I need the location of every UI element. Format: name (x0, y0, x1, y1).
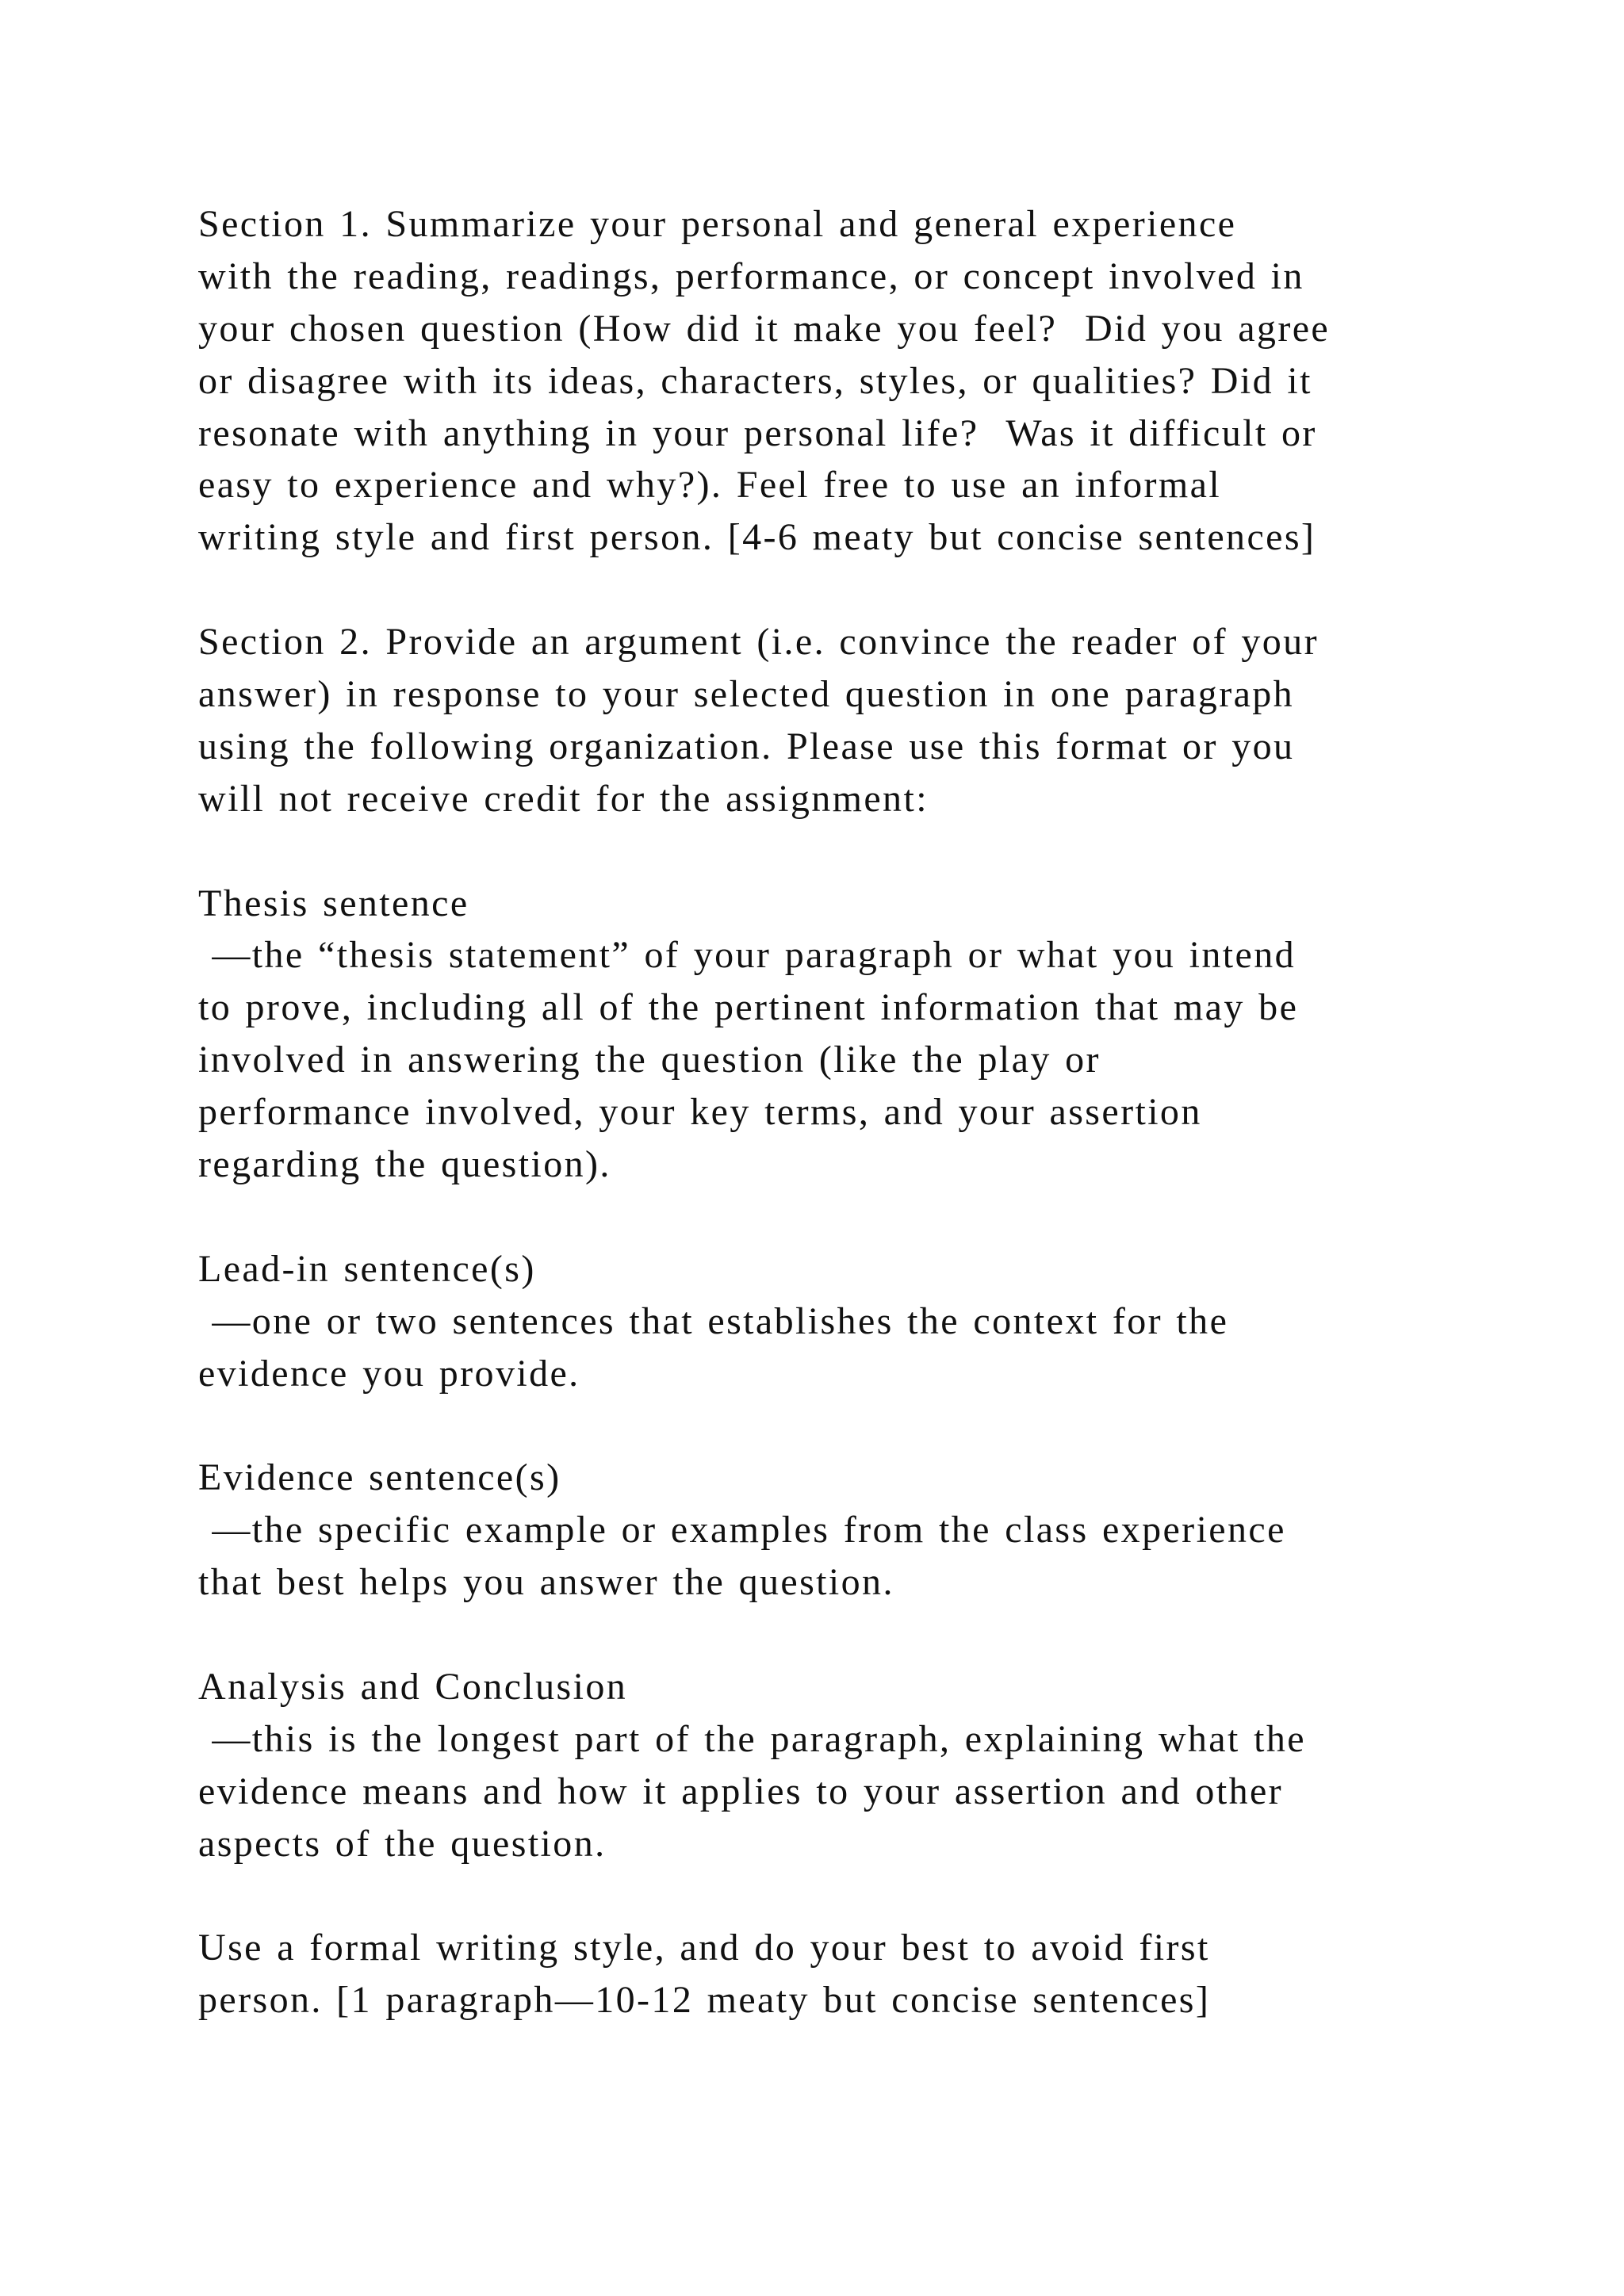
lead-in-heading: Lead-in sentence(s) (198, 1247, 536, 1290)
paragraph-spacer (198, 564, 1507, 616)
text-line: Use a formal writing style, and do your best to avoid first (198, 1927, 1210, 1969)
text-line: using the following organization. Please use this format or you (198, 725, 1295, 767)
text-line: or disagree with its ideas, characters, styles, or qualities? Did it (198, 359, 1312, 402)
text-line: evidence you provide. (198, 1352, 580, 1395)
analysis-heading: Analysis and Conclusion (198, 1665, 628, 1708)
text-line: your chosen question (How did it make you feel? Did you agree (198, 307, 1331, 350)
text-line: Section 2. Provide an argument (i.e. convince the reader of your (198, 621, 1319, 664)
thesis-block (198, 878, 1507, 1191)
text-line: writing style and first person. [4-6 meaty but concise sentences] (198, 516, 1316, 559)
paragraph-spacer (198, 1191, 1507, 1243)
analysis-block (198, 1661, 1507, 1870)
evidence-heading: Evidence sentence(s) (198, 1456, 561, 1499)
text-line: aspects of the question. (198, 1822, 607, 1865)
text-line: with the reading, readings, performance, or concept involved in (198, 254, 1304, 297)
paragraph-spacer (198, 1870, 1507, 1923)
text-line: person. [1 paragraph—10-12 meaty but concise sentences] (198, 1979, 1211, 2022)
text-line: involved in answering the question (like the play or (198, 1039, 1101, 1081)
text-line: will not receive credit for the assignment: (198, 777, 929, 820)
text-line: —the specific example or examples from the class experience (198, 1509, 1286, 1552)
text-line: regarding the question). (198, 1143, 611, 1186)
section-2-paragraph (198, 616, 1507, 825)
lead-in-block (198, 1243, 1507, 1400)
text-line: that best helps you answer the question. (198, 1561, 894, 1604)
evidence-block (198, 1452, 1507, 1609)
text-line: resonate with anything in your personal life? Was it difficult or (198, 411, 1317, 454)
thesis-heading: Thesis sentence (198, 882, 469, 924)
text-line: —one or two sentences that establishes the context for the (198, 1299, 1229, 1342)
text-line: Section 1. Summarize your personal and general experience (198, 203, 1237, 245)
closing-paragraph (198, 1922, 1507, 2026)
text-line: performance involved, your key terms, and your assertion (198, 1091, 1202, 1134)
text-line: to prove, including all of the pertinent information that may be (198, 986, 1299, 1029)
section-1-paragraph (198, 198, 1507, 564)
paragraph-spacer (198, 825, 1507, 878)
document-page (198, 198, 1507, 2026)
paragraph-spacer (198, 1609, 1507, 1661)
paragraph-spacer (198, 1399, 1507, 1452)
text-line: —this is the longest part of the paragraph, explaining what the (198, 1717, 1306, 1760)
text-line: answer) in response to your selected question in one paragraph (198, 673, 1295, 716)
text-line: —the “thesis statement” of your paragraph or what you intend (198, 934, 1297, 977)
text-line: easy to experience and why?). Feel free to use an informal (198, 464, 1222, 507)
text-line: evidence means and how it applies to your assertion and other (198, 1770, 1284, 1812)
